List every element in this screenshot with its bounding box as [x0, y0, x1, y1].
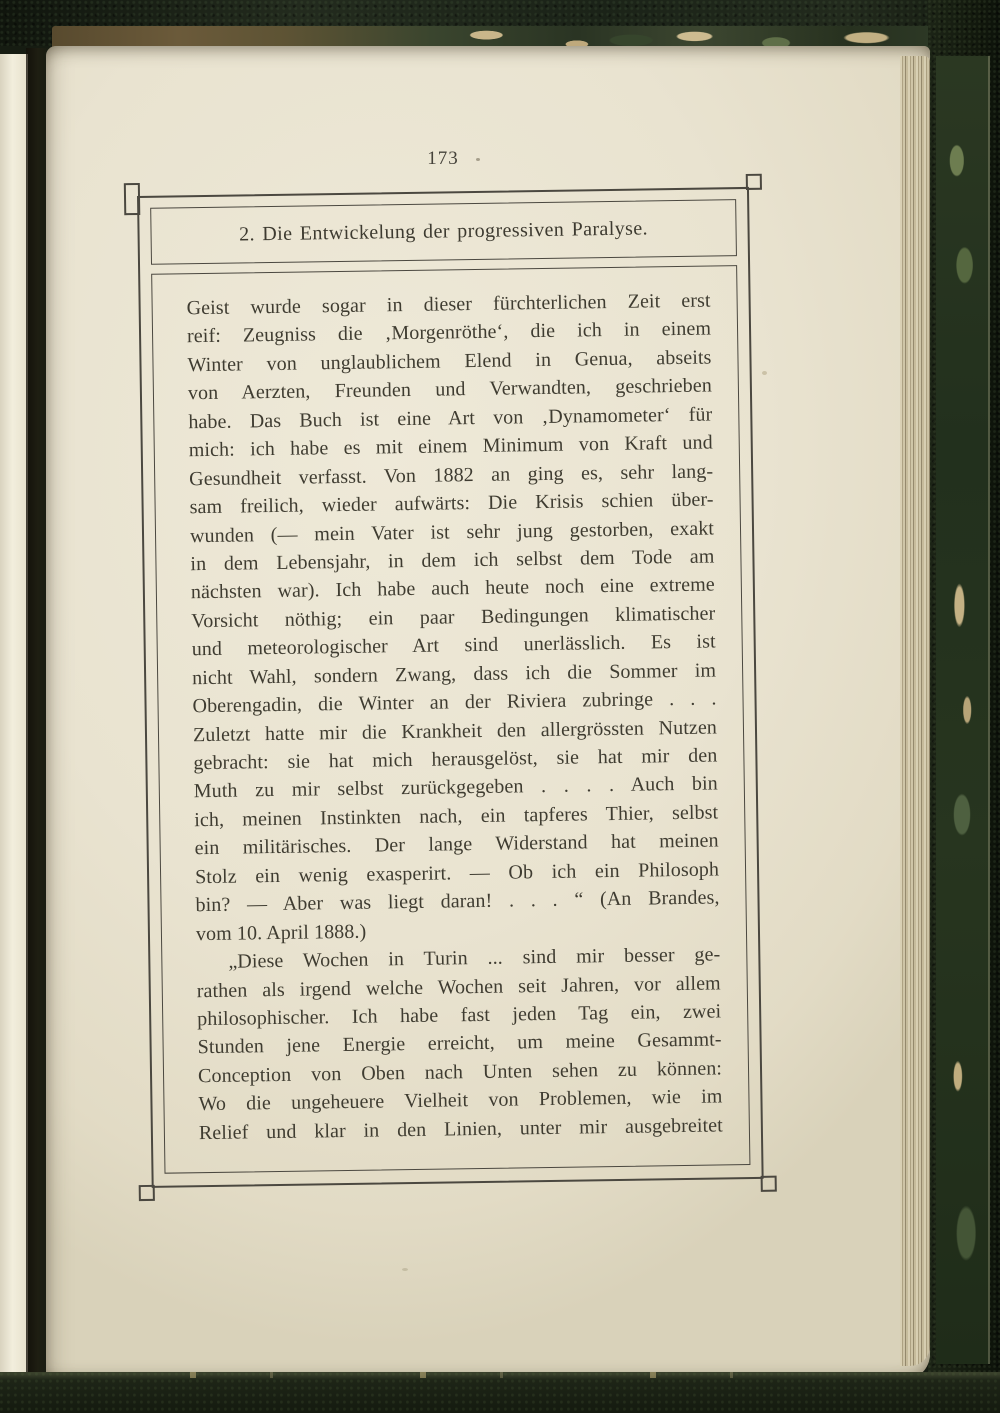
- frame-corner-square-top-right: [746, 174, 762, 190]
- text-line: gebracht: sie hat mich herausgelöst, sie hat mir den: [193, 744, 718, 775]
- text-line: Conception von Oben nach Unten sehen zu können:: [197, 1057, 723, 1088]
- text-line: rathen als irgend welche Wochen seit Jahren, vor allem: [196, 971, 721, 1002]
- text-line: Gesundheit verfasst. Von 1882 an ging es, sehr lang-: [189, 460, 714, 490]
- text-line: wunden (— mein Vater ist sehr jung gestorben, exakt: [189, 516, 715, 547]
- text-line: mich: ich habe es mit einem Minimum von Kraft und: [188, 431, 713, 462]
- marbled-board-right-edge: [936, 56, 990, 1364]
- text-line: Zuletzt hatte mir die Krankheit den allergrössten Nutzen: [192, 716, 718, 746]
- text-line: „Diese Wochen in Turin ... sind mir besser ge-: [228, 943, 721, 973]
- frame-corner-square-bottom-right: [761, 1176, 777, 1192]
- book-cover-right: [928, 0, 1000, 1413]
- text-line: ein militärisches. Der lange Widerstand hat meinen: [194, 829, 719, 860]
- book-cover-bottom-edge: [0, 1372, 1000, 1413]
- section-heading-box: [150, 199, 737, 265]
- body-text-box: [151, 265, 750, 1174]
- adjacent-page-edge: [0, 54, 28, 1376]
- text-line: habe. Das Buch ist eine Art von ‚Dynamometer‘ für: [188, 403, 713, 434]
- text-line: reif: Zeugniss die ‚Morgenröthe‘, die ich in einem: [186, 317, 712, 348]
- text-line: Winter von unglaublichem Elend in Genua, abseits: [187, 346, 712, 377]
- body-text: [186, 287, 723, 1148]
- text-line: von Aerzten, Freunden und Verwandten, geschrieben: [187, 374, 713, 405]
- text-line: nächsten war). Ich habe auch heute noch eine extreme: [190, 573, 715, 604]
- text-line: Relief und klar in den Linien, unter mir ausgebreitet: [198, 1114, 724, 1144]
- section-heading: 2. Die Entwickelung der progressiven Paralyse.: [238, 217, 649, 246]
- ornamental-frame: [137, 187, 764, 1188]
- text-line: Wo die ungeheuere Vielheit von Problemen, wie im: [198, 1085, 723, 1116]
- frame-corner-square-top-left: [124, 183, 140, 216]
- text-line: bin? — Aber was liegt daran! . . . “ (An Brandes,: [195, 886, 720, 917]
- text-line: nicht Wahl, sondern Zwang, dass ich die Sommer im: [191, 659, 717, 689]
- text-line: Stunden jene Energie erreicht, um meine Gesammt-: [197, 1028, 722, 1059]
- text-line: sam freilich, wieder aufwärts: Die Krisis schien über-: [189, 488, 714, 519]
- text-line: Muth zu mir selbst zurückgegeben . . . . Auch bin: [193, 772, 718, 803]
- fore-edge-page-stack: [900, 56, 930, 1366]
- text-line: vom 10. April 1888.): [195, 920, 367, 945]
- text-line: Geist wurde sogar in dieser fürchterlichen Zeit erst: [186, 289, 711, 320]
- text-line: ich, meinen Instinkten nach, ein tapferes Thier, selbst: [194, 801, 719, 832]
- page-speck: [402, 1268, 408, 1271]
- frame-corner-square-bottom-left: [139, 1185, 155, 1201]
- text-line: und meteorologischer Art sind unerlässlich. Es ist: [191, 630, 716, 661]
- text-line: in dem Lebensjahr, in dem ich selbst dem Tode am: [190, 545, 715, 576]
- page-speck: [762, 371, 767, 375]
- text-line: Oberengadin, die Winter an der Riviera zubringe . . .: [192, 687, 717, 718]
- text-line: Stolz ein wenig exasperirt. — Ob ich ein Philosoph: [194, 858, 720, 888]
- page-number: 173: [427, 148, 459, 169]
- text-line: Vorsicht nöthig; ein paar Bedingungen klimatischer: [191, 602, 716, 633]
- text-line: philosophischer. Ich habe fast jeden Tag ein, zwei: [197, 1000, 722, 1031]
